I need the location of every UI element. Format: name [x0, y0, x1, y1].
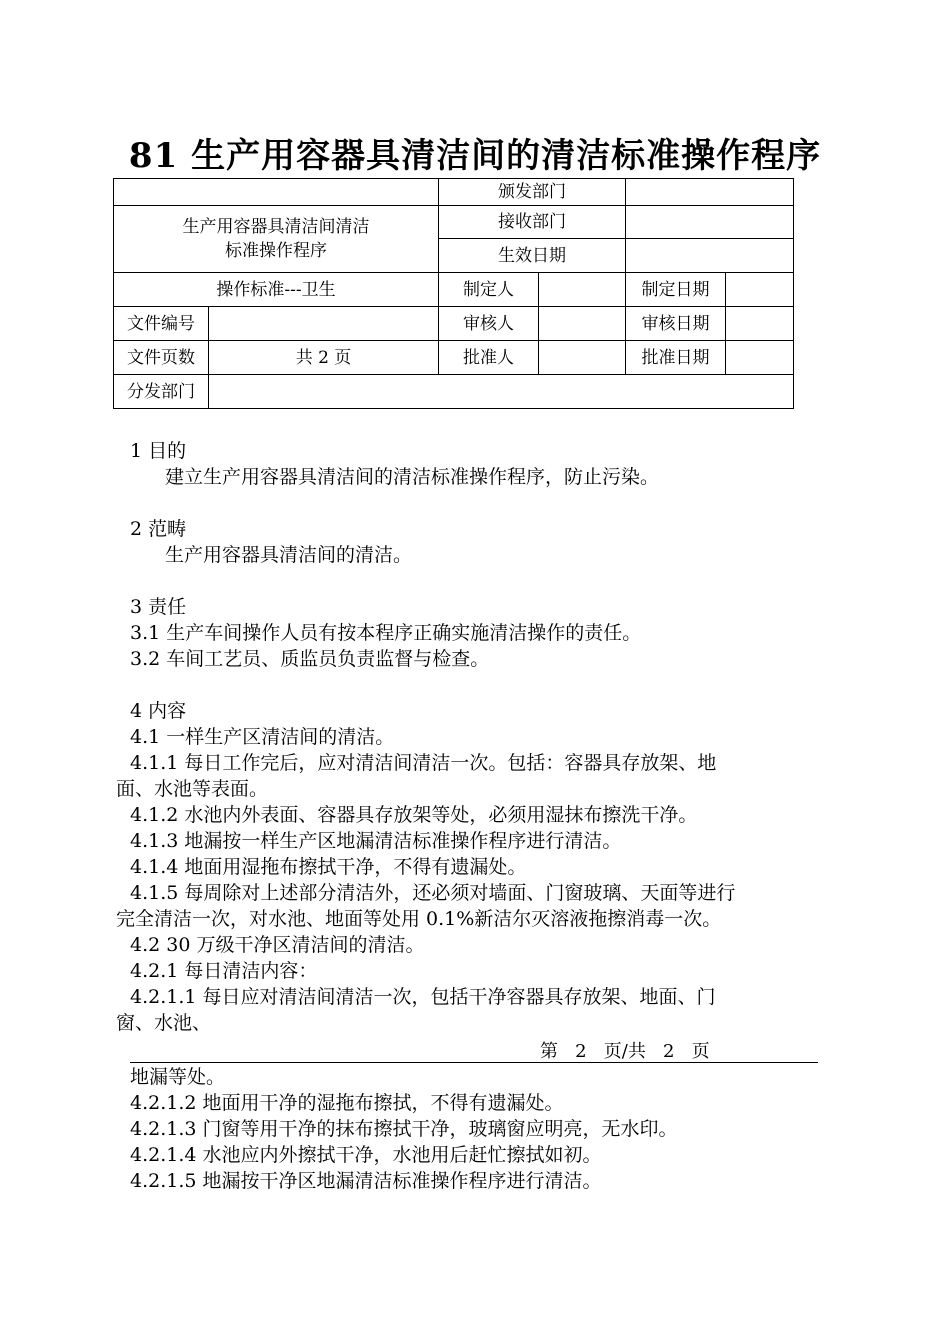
section-4-2-1-1-line2: 窗、水池、 — [116, 1012, 212, 1034]
author-label: 制定人 — [439, 273, 539, 307]
section-4-2-1-1-line1: 4.2.1.1 每日应对清洁间清洁一次，包括干净容器具存放架、地面、门 — [130, 986, 716, 1008]
section-4-2-1-4: 4.2.1.4 水池应内外擦拭干净，水池用后赶忙擦拭如初。 — [130, 1144, 602, 1166]
section-2-heading: 2 范畴 — [130, 518, 187, 540]
review-date-value — [726, 307, 794, 341]
section-4-1-2: 4.1.2 水池内外表面、容器具存放架等处，必须用湿抹布擦洗干净。 — [130, 804, 698, 826]
effective-date-value — [626, 239, 794, 273]
section-1-body: 建立生产用容器具清洁间的清洁标准操作程序，防止污染。 — [165, 466, 660, 488]
continued-text: 地漏等处。 — [130, 1066, 226, 1088]
dist-dept-value — [209, 375, 794, 409]
dist-dept-label: 分发部门 — [114, 375, 209, 409]
author-date-label: 制定日期 — [626, 273, 726, 307]
section-4-1-4: 4.1.4 地面用湿拖布擦拭干净，不得有遗漏处。 — [130, 856, 527, 878]
issue-dept-value — [626, 179, 794, 206]
section-4-2-1-3: 4.2.1.3 门窗等用干净的抹布擦拭干净，玻璃窗应明亮，无水印。 — [130, 1118, 678, 1140]
recv-dept-label: 接收部门 — [439, 206, 626, 239]
section-4-2-1-5: 4.2.1.5 地漏按干净区地漏清洁标准操作程序进行清洁。 — [130, 1170, 602, 1192]
issue-dept-label: 颁发部门 — [439, 179, 626, 206]
section-3-2: 3.2 车间工艺员、质监员负责监督与检查。 — [130, 648, 490, 670]
file-no-value — [209, 307, 439, 341]
page-count-label: 文件页数 — [114, 341, 209, 375]
approver-label: 批准人 — [439, 341, 539, 375]
document-title: 81 生产用容器具清洁间的清洁标准操作程序 — [128, 136, 822, 176]
doc-name-line1: 生产用容器具清洁间清洁 — [182, 217, 370, 237]
section-4-1-1-line1: 4.1.1 每日工作完后，应对清洁间清洁一次。包括：容器具存放架、地 — [130, 752, 717, 774]
doc-name-line2: 标准操作程序 — [225, 241, 327, 261]
category-cell: 操作标准---卫生 — [114, 273, 439, 307]
section-4-1-3: 4.1.3 地漏按一样生产区地漏清洁标准操作程序进行清洁。 — [130, 830, 622, 852]
page-count-value: 共 2 页 — [209, 341, 439, 375]
section-4-1: 4.1 一样生产区清洁间的清洁。 — [130, 726, 395, 748]
approve-date-label: 批准日期 — [626, 341, 726, 375]
reviewer-value — [539, 307, 626, 341]
page-divider — [130, 1062, 818, 1063]
section-4-1-5-line2: 完全清洁一次，对水池、地面等处用 0.1%新洁尔灭溶液拖擦消毒一次。 — [116, 908, 722, 930]
section-4-2-1-2: 4.2.1.2 地面用干净的湿拖布擦拭，不得有遗漏处。 — [130, 1092, 564, 1114]
approver-value — [539, 341, 626, 375]
section-3-1: 3.1 生产车间操作人员有按本程序正确实施清洁操作的责任。 — [130, 622, 642, 644]
section-1-heading: 1 目的 — [130, 440, 187, 462]
blank-cell — [114, 179, 439, 206]
review-date-label: 审核日期 — [626, 307, 726, 341]
section-2-body: 生产用容器具清洁间的清洁。 — [165, 544, 413, 566]
file-no-label: 文件编号 — [114, 307, 209, 341]
approve-date-value — [726, 341, 794, 375]
section-3-heading: 3 责任 — [130, 596, 187, 618]
section-4-2-1: 4.2.1 每日清洁内容： — [130, 960, 318, 982]
section-4-2: 4.2 30 万级干净区清洁间的清洁。 — [130, 934, 425, 956]
section-4-1-5-line1: 4.1.5 每周除对上述部分清洁外，还必须对墙面、门窗玻璃、天面等进行 — [130, 882, 736, 904]
section-4-1-1-line2: 面、水池等表面。 — [116, 778, 269, 800]
document-header-table — [113, 178, 794, 409]
effective-date-label: 生效日期 — [439, 239, 626, 273]
page-footer: 第 2 页/共 2 页 — [540, 1041, 710, 1062]
author-date-value — [726, 273, 794, 307]
section-4-heading: 4 内容 — [130, 700, 187, 722]
reviewer-label: 审核人 — [439, 307, 539, 341]
author-value — [539, 273, 626, 307]
recv-dept-value — [626, 206, 794, 239]
doc-name-cell — [114, 206, 439, 273]
